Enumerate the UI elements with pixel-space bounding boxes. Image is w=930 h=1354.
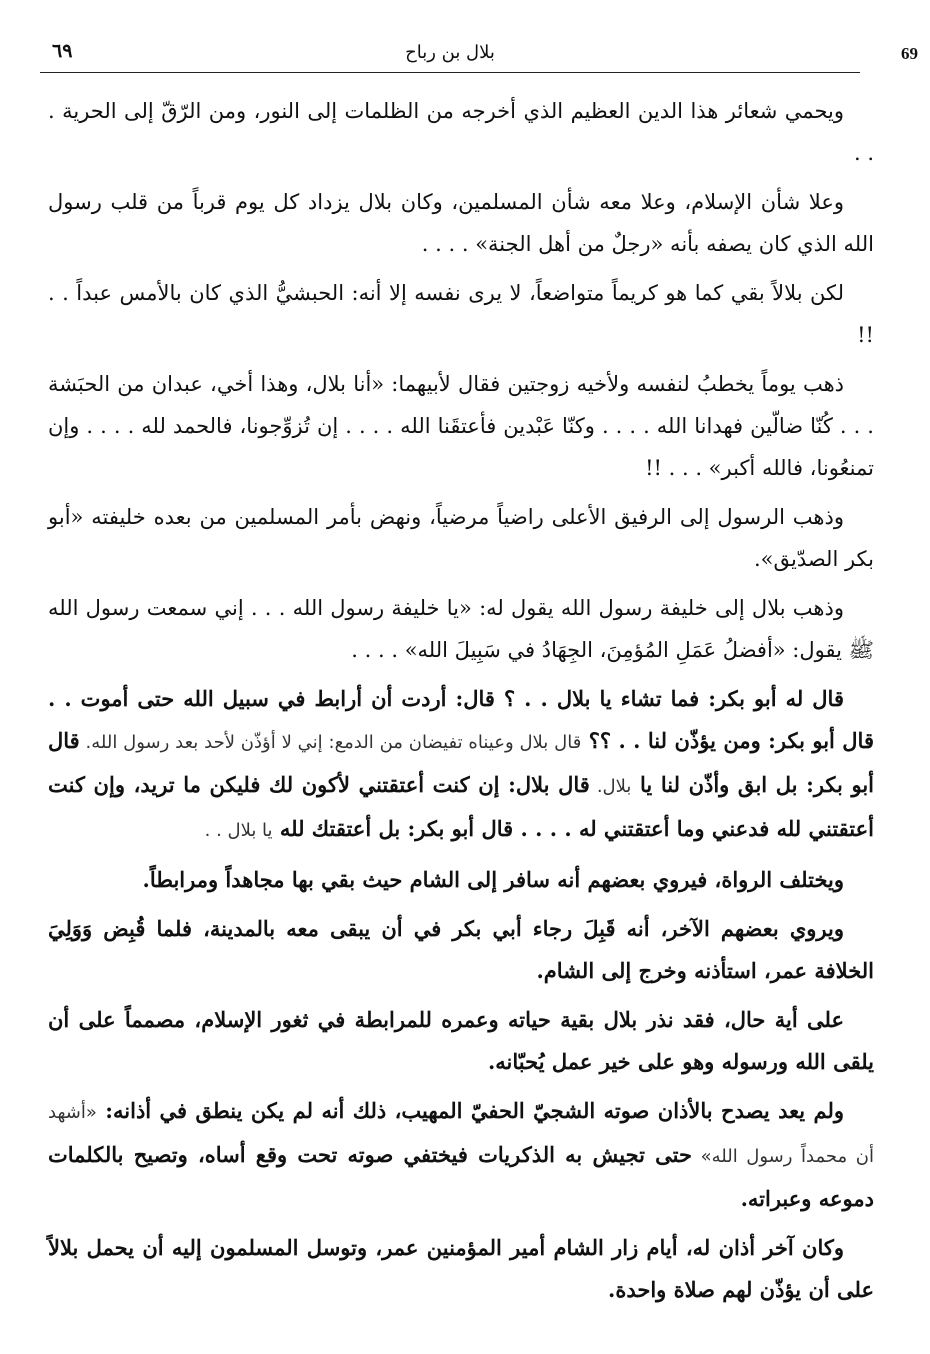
paragraph: ويروي بعضهم الآخر، أنه قَبِلَ رجاء أبي بكر في أن يبقى معه بالمدينة، فلما قُبِض وَوَلِيَ الخلافة عمر، استأذنه وخرج إلى الشام. — [48, 916, 874, 983]
paragraph-segment: حتى تجيش به الذكريات فيختفي صوته تحت وقع أساه، وتصيح بالكلمات دموعه وعبراته. — [48, 1142, 874, 1211]
page-header — [40, 30, 918, 73]
paragraph-segment: قال بلال وعيناه تفيضان من الدمع: إني لا أؤذّن لأحد بعد رسول الله. — [79, 732, 582, 753]
page-body — [48, 90, 874, 1318]
paragraph-segment: قال أبو بكر: بل ابق وأذّن لنا يا — [48, 728, 874, 797]
paragraph: ويختلف الرواة، فيروي بعضهم أنه سافر إلى الشام حيث بقي بها مجاهداً ومرابطاً. — [142, 867, 844, 892]
book-title: بلال بن رباح — [405, 42, 495, 63]
paragraph-segment: قال له أبو بكر: فما تشاء يا بلال . . ؟ قال: أردت أن أرابط في سبيل الله حتى أموت . . قال أبو بكر: ومن يؤذّن لنا . . ؟؟ — [48, 686, 874, 753]
paragraph: على أية حال، فقد نذر بلال بقية حياته وعمره للمرابطة في ثغور الإسلام، مصمماً على أن يلقى الله ورسوله وهو على خير عمل يُحبّانه. — [48, 1007, 874, 1074]
paragraph-segment: بلال. — [589, 776, 632, 797]
paragraph-segment: «أشهد أن محمداً رسول الله» — [48, 1102, 874, 1167]
paragraph: ويحمي شعائر هذا الدين العظيم الذي أخرجه من الظلمات إلى النور، ومن الرّقّ إلى الحرية . . . — [48, 99, 874, 165]
paragraph: وذهب الرسول إلى الرفيق الأعلى راضياً مرضياً، ونهض بأمر المسلمين من بعده خليفته «أبو بكر الصدّيق». — [48, 505, 874, 571]
paragraph-segment: يا بلال . . — [204, 820, 273, 841]
paragraph: ذهب يوماً يخطبُ لنفسه ولأخيه زوجتين فقال لأبيهما: «أنا بلال، وهذا أخي، عبدان من الحبَشة . . . كُنّا ضالّين فهدانا الله . . . . وكنّا عَبْدين فأعتقَنا الله . . . . إن تُزوِّجونا، فالحمد لله . . . . وإن تمنعُونا، فالله أكبر» . . . !! — [48, 372, 874, 480]
paragraph: لكن بلالاً بقي كما هو كريماً متواضعاً، لا يرى نفسه إلا أنه: الحبشيُّ الذي كان بالأمس عبداً . . !! — [48, 281, 874, 347]
paragraph: وكان آخر أذان له، أيام زار الشام أمير المؤمنين عمر، وتوسل المسلمون إليه أن يحمل بلالاً على أن يؤذّن لهم صلاة واحدة. — [48, 1235, 874, 1302]
paragraph: وعلا شأن الإسلام، وعلا معه شأن المسلمين، وكان بلال يزداد كل يوم قرباً من قلب رسول الله الذي كان يصفه بأنه «رجلٌ من أهل الجنة» . . . . — [48, 190, 874, 256]
page-number-latin: 69 — [901, 44, 918, 63]
paragraph — [48, 678, 874, 852]
paragraph: وذهب بلال إلى خليفة رسول الله يقول له: «يا خليفة رسول الله . . . إني سمعت رسول الله ﷺ يقول: «أفضلُ عَمَلِ المُؤمِنَ، الجِهَادُ في سَبِيلَ الله» . . . . — [48, 596, 874, 662]
paragraph — [48, 1090, 874, 1220]
paragraph-segment: قال بلال: إن كنت أعتقتني لأكون لك فليكن ما تريد، وإن كنت أعتقتني لله فدعني وما أعتقتني له . . . . قال أبو بكر: بل أعتقتك لله — [48, 772, 874, 841]
paragraph-segment: ولم يعد يصدح بالأذان صوته الشجيّ الحفيّ المهيب، ذلك أنه لم يكن ينطق في أذانه: — [96, 1098, 844, 1123]
page-number-arabic: ٦٩ — [52, 40, 73, 62]
